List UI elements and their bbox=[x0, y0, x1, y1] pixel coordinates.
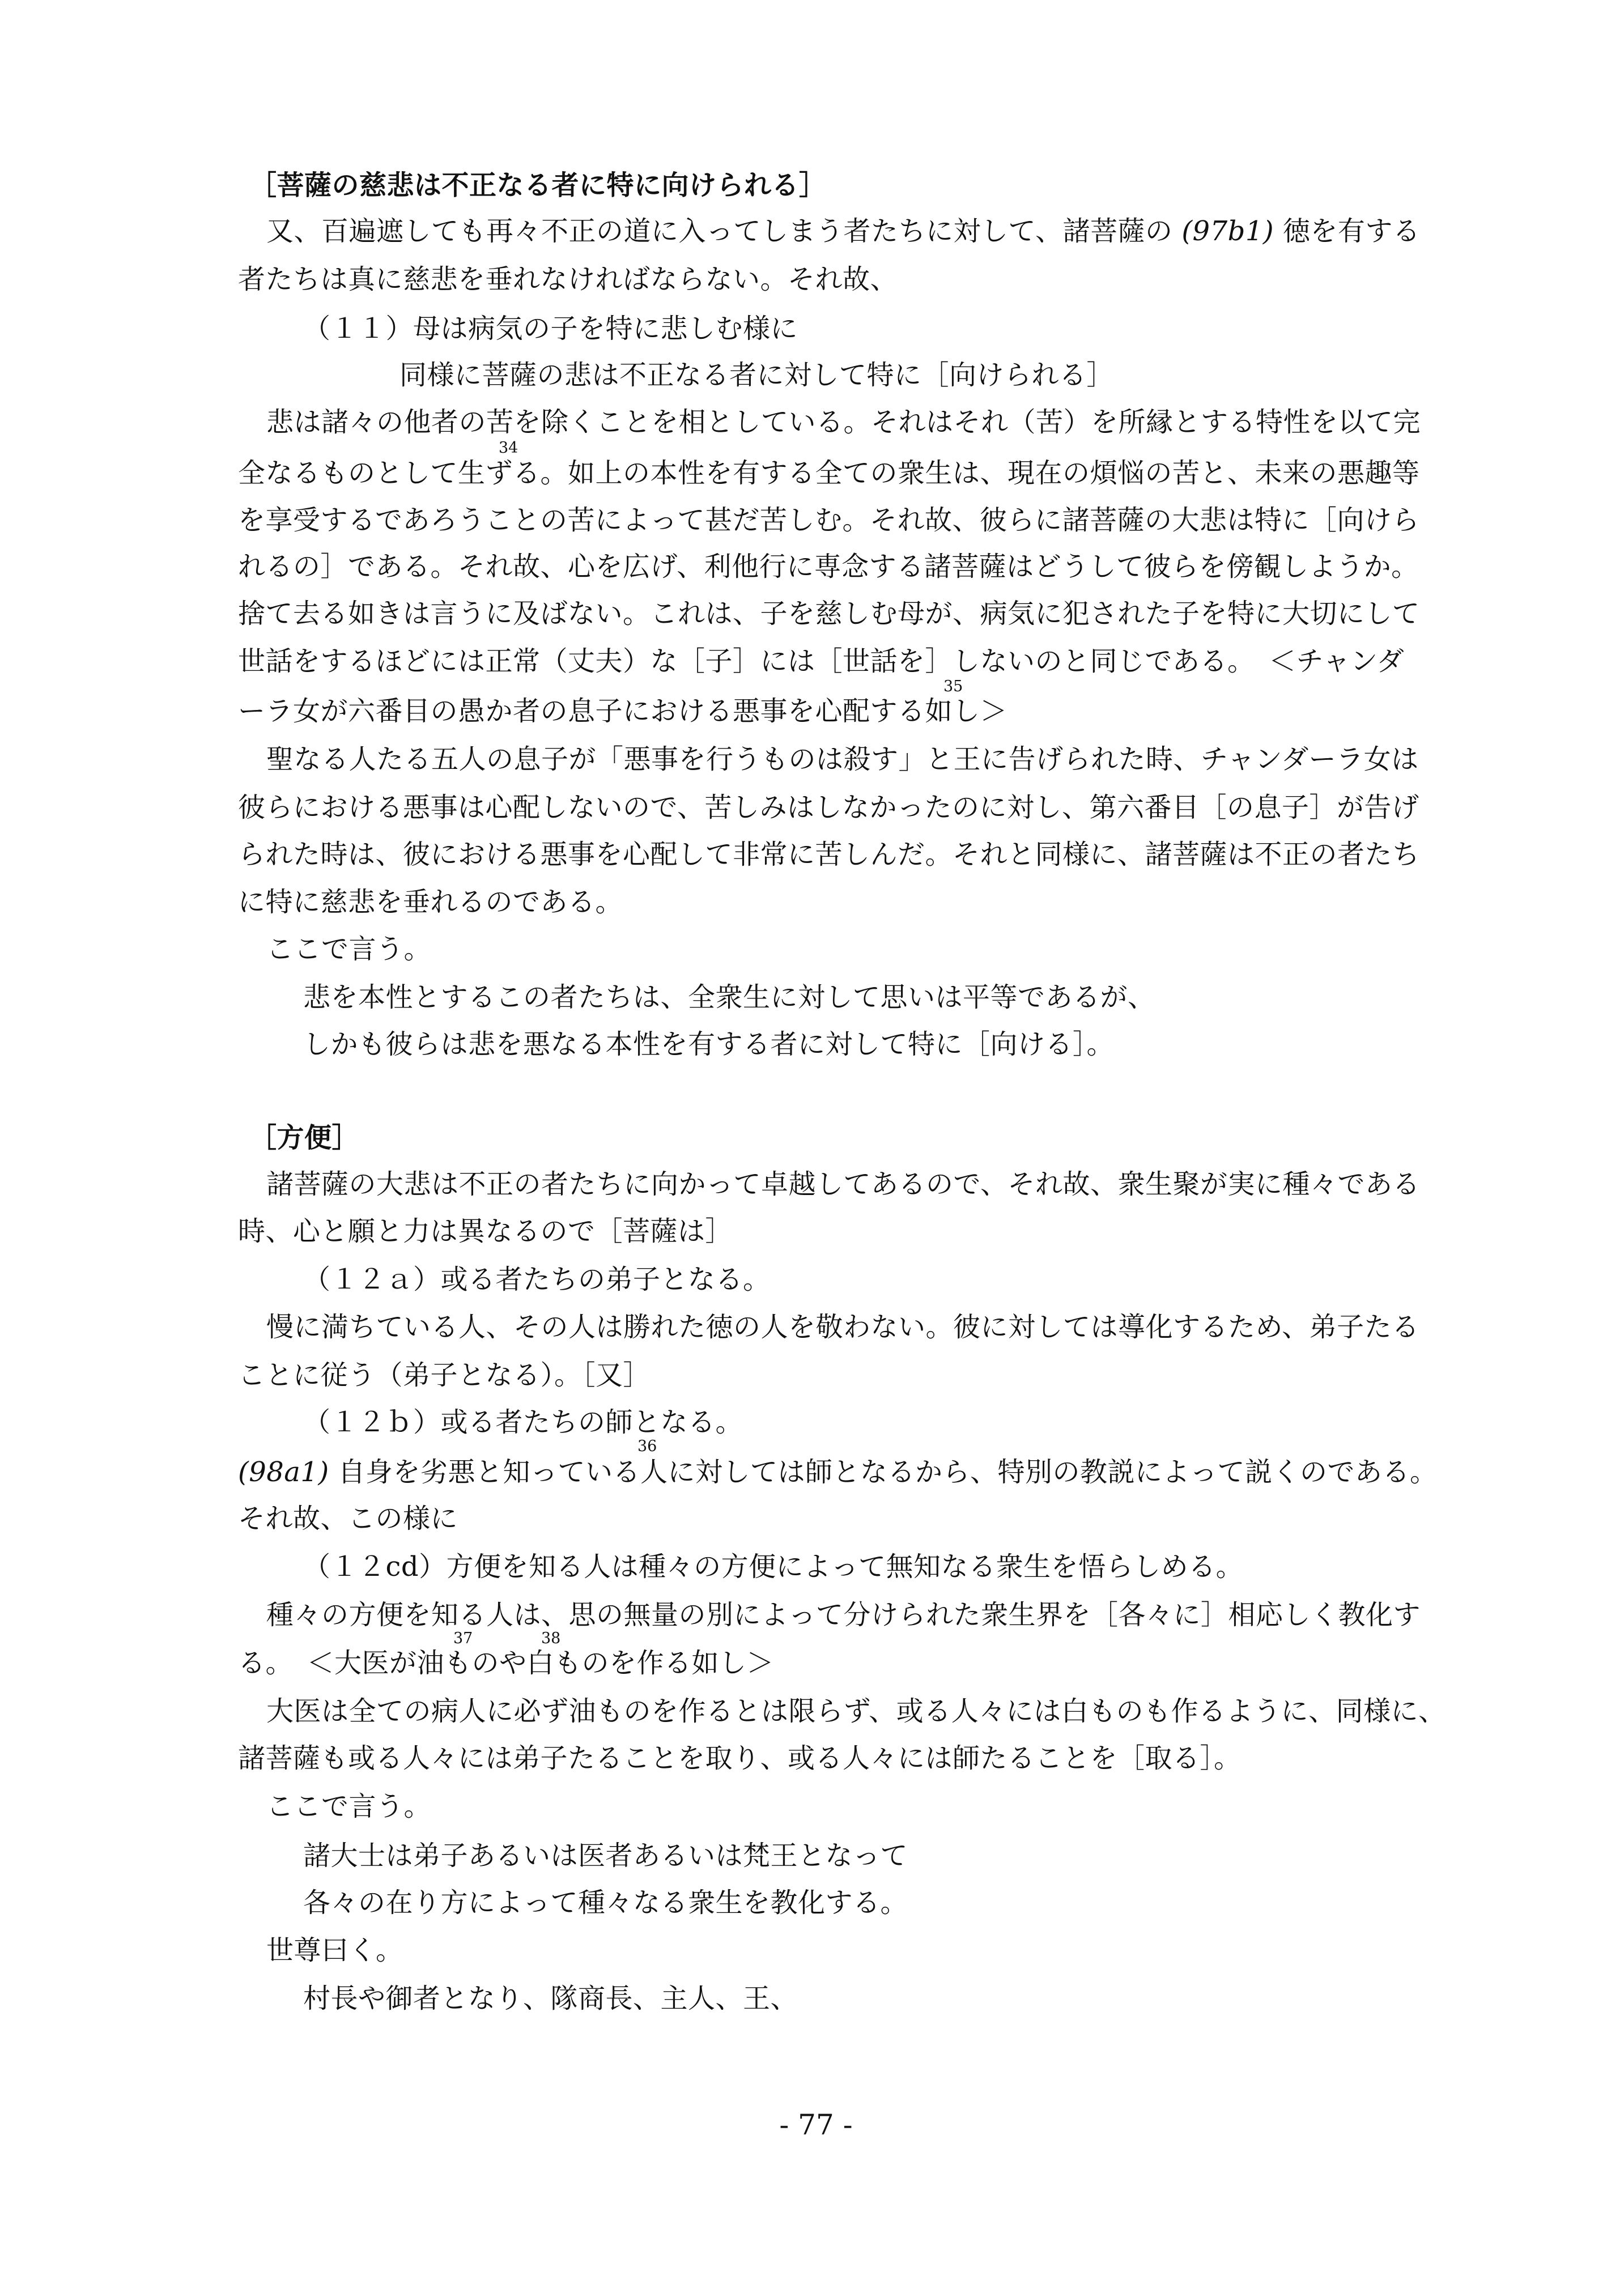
paragraph-line: を享受するであろうことの苦によって甚だ苦しむ。それ故、彼らに諸菩薩の大悲は特に［向けら bbox=[238, 504, 1420, 536]
verse-line: （１２ｂ）或る者たちの師となる。 bbox=[303, 1406, 743, 1438]
line-text: 又、百遍遮しても再々不正の道に入ってしまう者たちに対して、諸菩薩の bbox=[266, 215, 1173, 247]
footnote-mark: 38 bbox=[541, 1630, 561, 1647]
verse-line: 同様に菩薩の悲は不正なる者に対して特に［向けられる］ bbox=[399, 359, 1115, 391]
paragraph-line: ここで言う。 bbox=[266, 933, 432, 965]
paragraph-line: 世話をするほどには正常（丈夫）な［子］には［世話を］しないのと同じである。 ＜チャンダ bbox=[238, 645, 1405, 677]
paragraph-line: 種々の方便を知る人は、思の無量の別によって分けられた衆生界を［各々に］相応しく教化す bbox=[266, 1599, 1421, 1631]
footnote-mark: 36 bbox=[637, 1438, 657, 1455]
paragraph-line: ここで言う。 bbox=[266, 1791, 432, 1822]
page-reference: (98a1) bbox=[238, 1456, 329, 1488]
paragraph-line: 全なるものとして生ずる。如上の本性を有する全ての衆生は、現在の煩悩の苦と、未来の悪趣等 bbox=[238, 457, 1420, 489]
page-reference: (97b1) bbox=[1181, 215, 1274, 247]
line-text: 自身を劣悪と知っている人に対しては師となるから、特別の教説によって説くのである。 bbox=[338, 1456, 1438, 1488]
verse-line: 悲を本性とするこの者たちは、全衆生に対して思いは平等であるが、 bbox=[303, 981, 1155, 1013]
paragraph-line: られた時は、彼における悪事を心配して非常に苦しんだ。それと同様に、諸菩薩は不正の者たち bbox=[238, 839, 1420, 870]
paragraph-line: 諸菩薩の大悲は不正の者たちに向かって卓越してあるので、それ故、衆生聚が実に種々である bbox=[266, 1168, 1421, 1200]
section-heading: ［方便］ bbox=[249, 1122, 360, 1154]
paragraph-line bbox=[238, 1455, 1437, 1489]
verse-line: 諸大士は弟子あるいは医者あるいは梵王となって bbox=[303, 1840, 908, 1872]
footnote-mark: 37 bbox=[453, 1630, 473, 1647]
paragraph-line: 時、心と願と力は異なるので［菩薩は］ bbox=[238, 1215, 733, 1247]
verse-line: しかも彼らは悲を悪なる本性を有する者に対して特に［向ける］。 bbox=[303, 1028, 1115, 1060]
verse-line: 各々の在り方によって種々なる衆生を教化する。 bbox=[303, 1887, 908, 1919]
footnote-mark: 34 bbox=[499, 439, 518, 457]
paragraph-line: る。 ＜大医が油ものや白ものを作る如し＞ bbox=[238, 1647, 775, 1679]
paragraph-line: 聖なる人たる五人の息子が「悪事を行うものは殺す」と王に告げられた時、チャンダーラ女は bbox=[266, 743, 1419, 775]
paragraph-line: ーラ女が六番目の愚か者の息子における悪事を心配する如し＞ bbox=[238, 695, 1008, 727]
verse-line: （１１）母は病気の子を特に悲しむ様に bbox=[303, 313, 798, 345]
paragraph-line: 者たちは真に慈悲を垂れなければならない。それ故、 bbox=[238, 263, 898, 295]
paragraph-line: 悲は諸々の他者の苦を除くことを相としている。それはそれ（苦）を所縁とする特性を以て完 bbox=[266, 406, 1421, 438]
page-number: - 77 - bbox=[779, 2108, 853, 2141]
verse-line: 村長や御者となり、隊商長、主人、王、 bbox=[303, 1983, 798, 2014]
footnote-mark: 35 bbox=[943, 678, 963, 695]
paragraph-line: 捨て去る如きは言うに及ばない。これは、子を慈しむ母が、病気に犯された子を特に大切にして bbox=[238, 598, 1420, 630]
paragraph-line bbox=[266, 214, 1420, 248]
paragraph-line: 慢に満ちている人、その人は勝れた徳の人を敬わない。彼に対しては導化するため、弟子たる bbox=[266, 1311, 1419, 1343]
paragraph-line: 世尊曰く。 bbox=[266, 1934, 403, 1966]
paragraph-line: ことに従う（弟子となる）。［又］ bbox=[238, 1359, 651, 1391]
verse-line: （１２ａ）或る者たちの弟子となる。 bbox=[303, 1264, 771, 1295]
paragraph-line: 諸菩薩も或る人々には弟子たることを取り、或る人々には師たることを［取る］。 bbox=[238, 1742, 1242, 1774]
paragraph-line: に特に慈悲を垂れるのである。 bbox=[238, 886, 623, 918]
paragraph-line: 彼らにおける悪事は心配しないので、苦しみはしなかったのに対し、第六番目［の息子］が告げ bbox=[238, 792, 1419, 823]
paragraph-line: それ故、この様に bbox=[238, 1503, 458, 1534]
section-heading: ［菩薩の慈悲は不正なる者に特に向けられる］ bbox=[249, 169, 827, 201]
verse-line: （１２cd）方便を知る人は種々の方便によって無知なる衆生を悟らしめる。 bbox=[303, 1551, 1244, 1583]
paragraph-line: 大医は全ての病人に必ず油ものを作るとは限らず、或る人々には白ものも作るように、同様に、 bbox=[266, 1695, 1446, 1727]
line-text: 徳を有する bbox=[1282, 215, 1421, 247]
paragraph-line: れるの］である。それ故、心を広げ、利他行に専念する諸菩薩はどうして彼らを傍観しようか。 bbox=[238, 551, 1419, 582]
